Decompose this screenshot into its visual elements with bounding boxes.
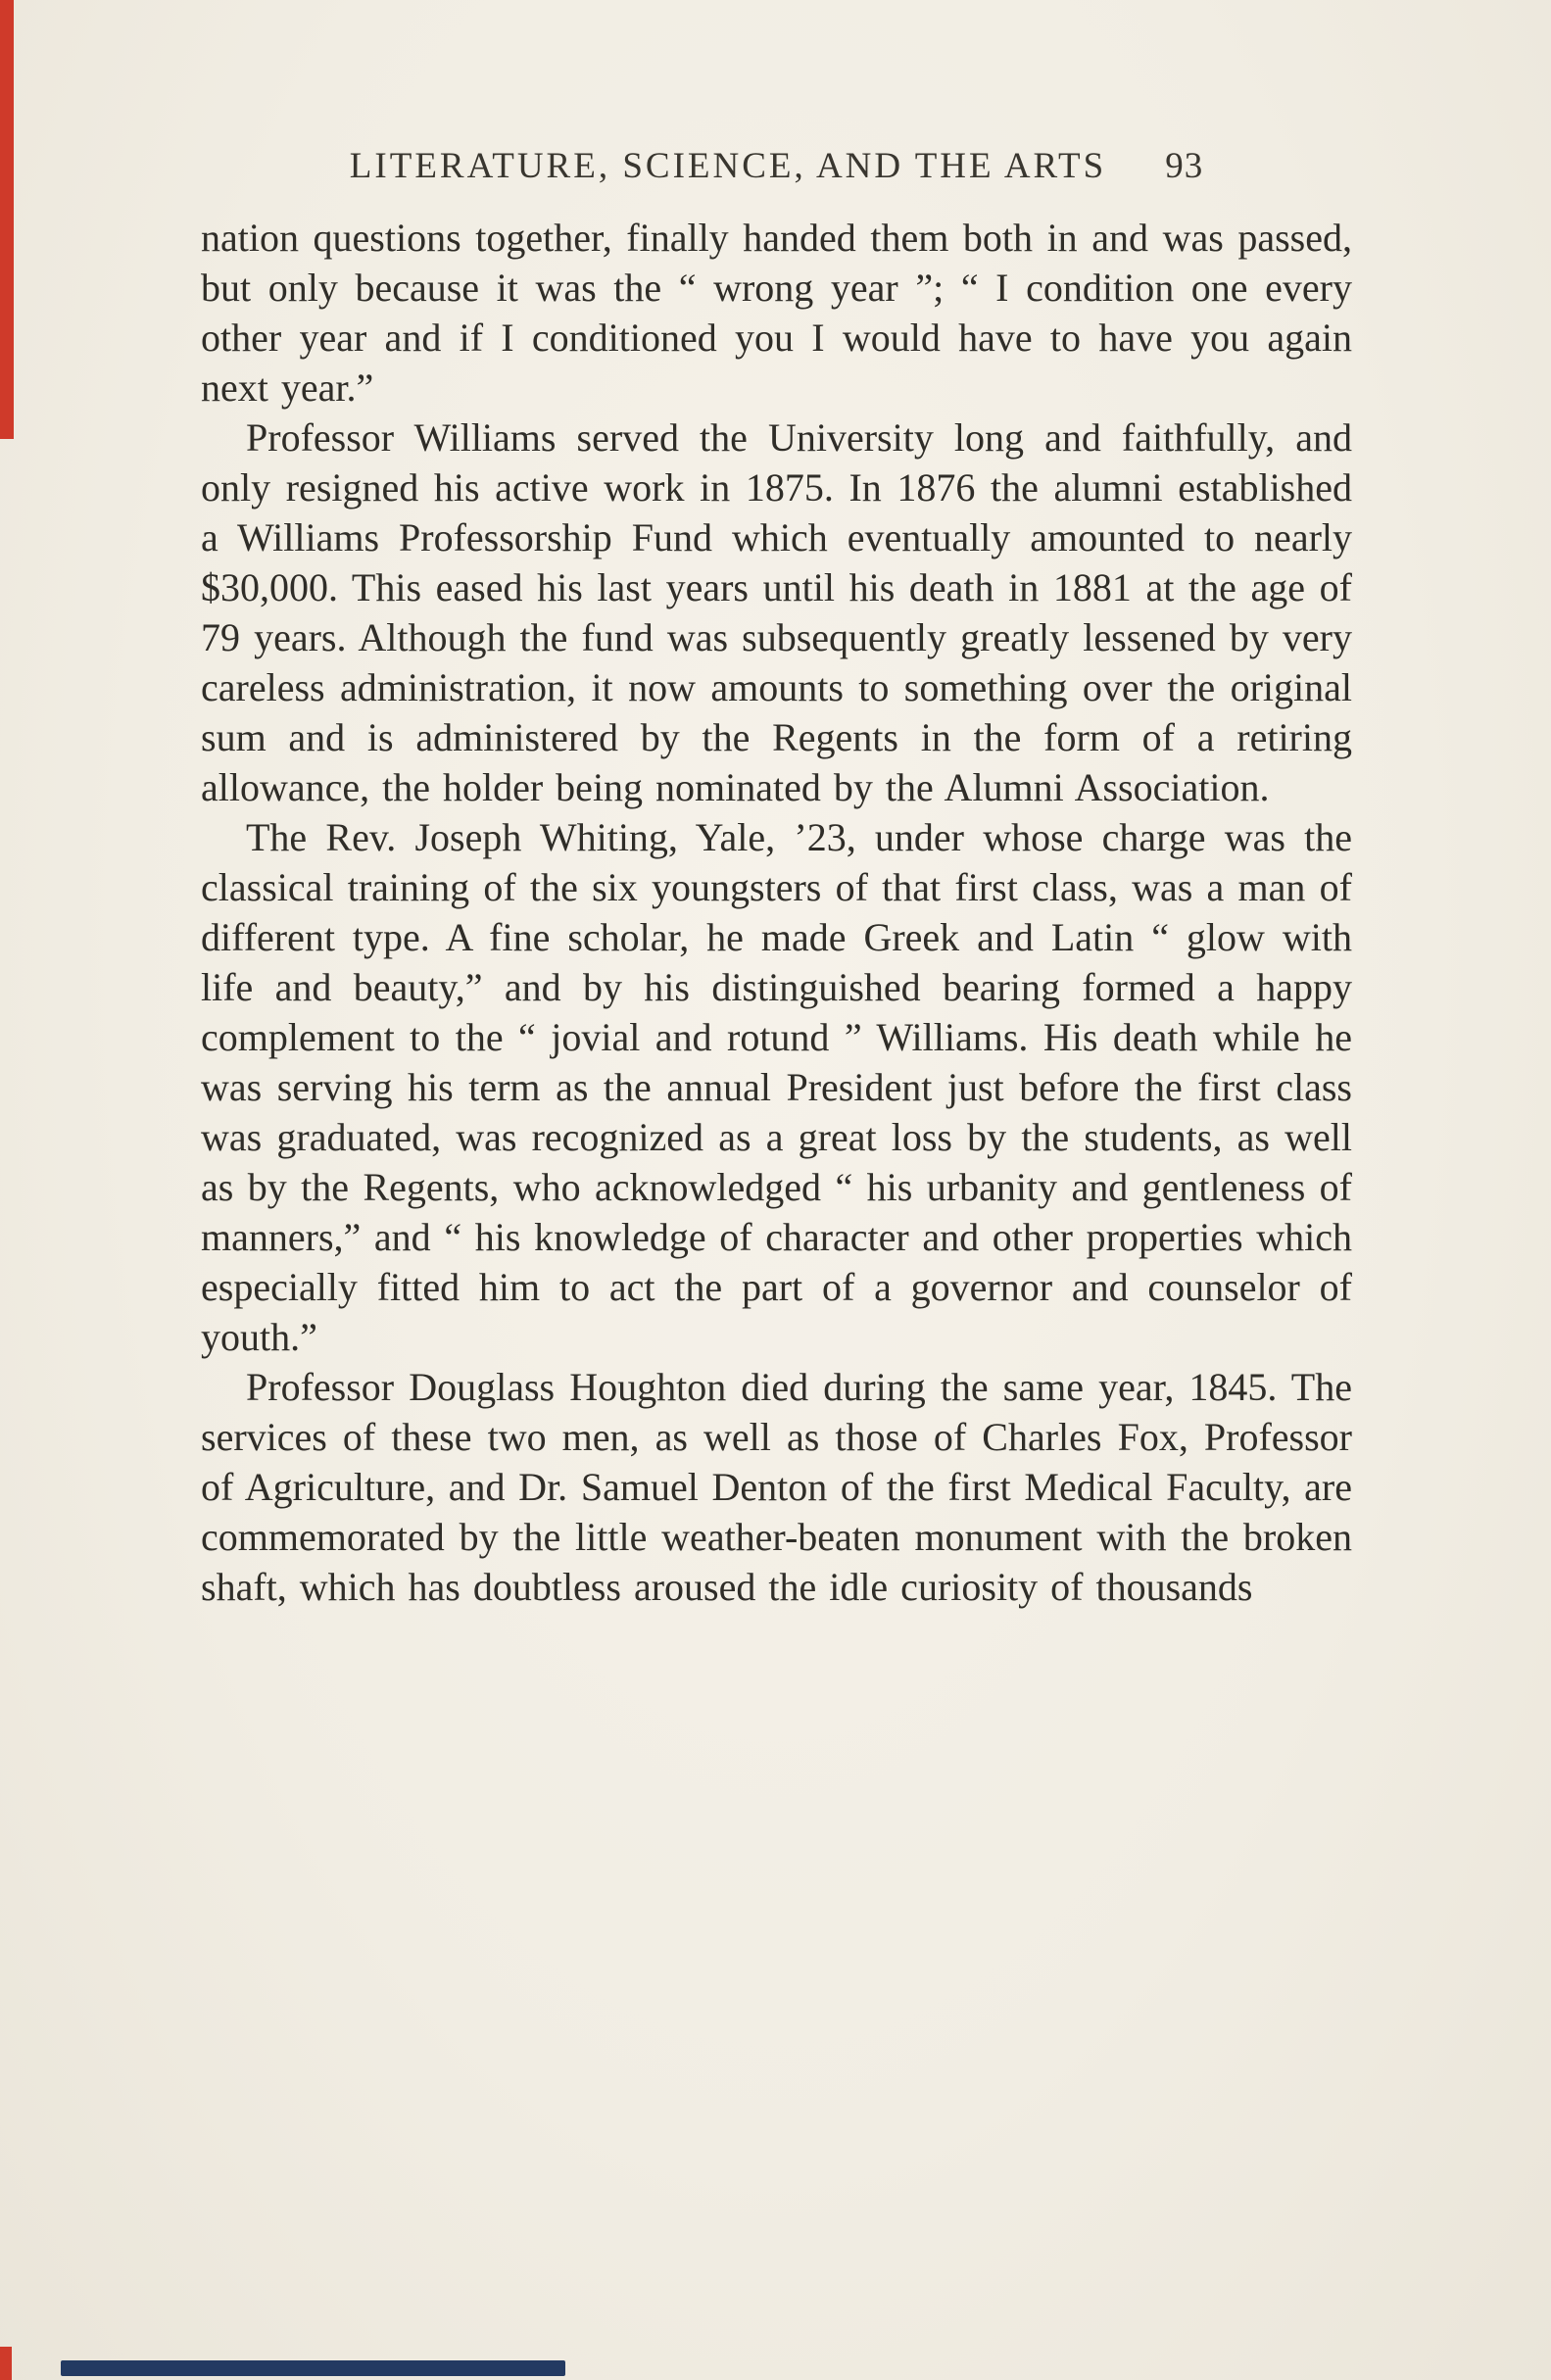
scan-artifact-red-edge-strip bbox=[0, 0, 14, 439]
running-header bbox=[201, 145, 1352, 187]
scan-artifact-navy-bottom-bar bbox=[61, 2360, 565, 2376]
chapter-title: LITERATURE, SCIENCE, AND THE ARTS bbox=[349, 146, 1107, 186]
body-text bbox=[201, 213, 1352, 1612]
paragraph-continuation: nation questions together, finally handed them both in and was passed, but only because it was the “ wrong year ”; “ I condition one every other year and if I conditioned you I would have to have you again next year.” bbox=[201, 216, 1352, 410]
paragraph-douglass-houghton: Professor Douglass Houghton died during the same year, 1845. The services of these two men, as well as those of Charles Fox, Professor of Agriculture, and Dr. Samuel Denton of the first Medical Faculty, are commemorated by the little weather-beaten monument with the broken shaft, which has doubtless aroused the idle curiosity of thousands bbox=[201, 1365, 1352, 1609]
paragraph-professor-williams: Professor Williams served the University long and faithfully, and only resigned his active work in 1875. In 1876 the alumni established a Williams Professorship Fund which eventually amounted to nearly $30,000. This eased his last years until his death in 1881 at the age of 79 years. Although the fund was subsequently greatly lessened by very careless administration, it now amounts to something over the original sum and is administered by the Regents in the form of a retiring allowance, the holder being nominated by the Alumni Association. bbox=[201, 415, 1352, 809]
paragraph-joseph-whiting: The Rev. Joseph Whiting, Yale, ’23, under whose charge was the classical training of the six youngsters of that first class, was a man of different type. A fine scholar, he made Greek and Latin “ glow with life and beauty,” and by his distinguished bearing formed a happy complement to the “ jovial and rotund ” Williams. His death while he was serving his term as the annual President just before the first class was graduated, was recognized as a great loss by the students, as well as by the Regents, who acknowledged “ his urbanity and gentleness of manners,” and “ his knowledge of character and other properties which especially fitted him to act the part of a governor and counselor of youth.” bbox=[201, 815, 1352, 1359]
page-number: 93 bbox=[1165, 146, 1204, 186]
text-column bbox=[201, 145, 1352, 1612]
scan-artifact-red-corner bbox=[0, 2347, 12, 2380]
